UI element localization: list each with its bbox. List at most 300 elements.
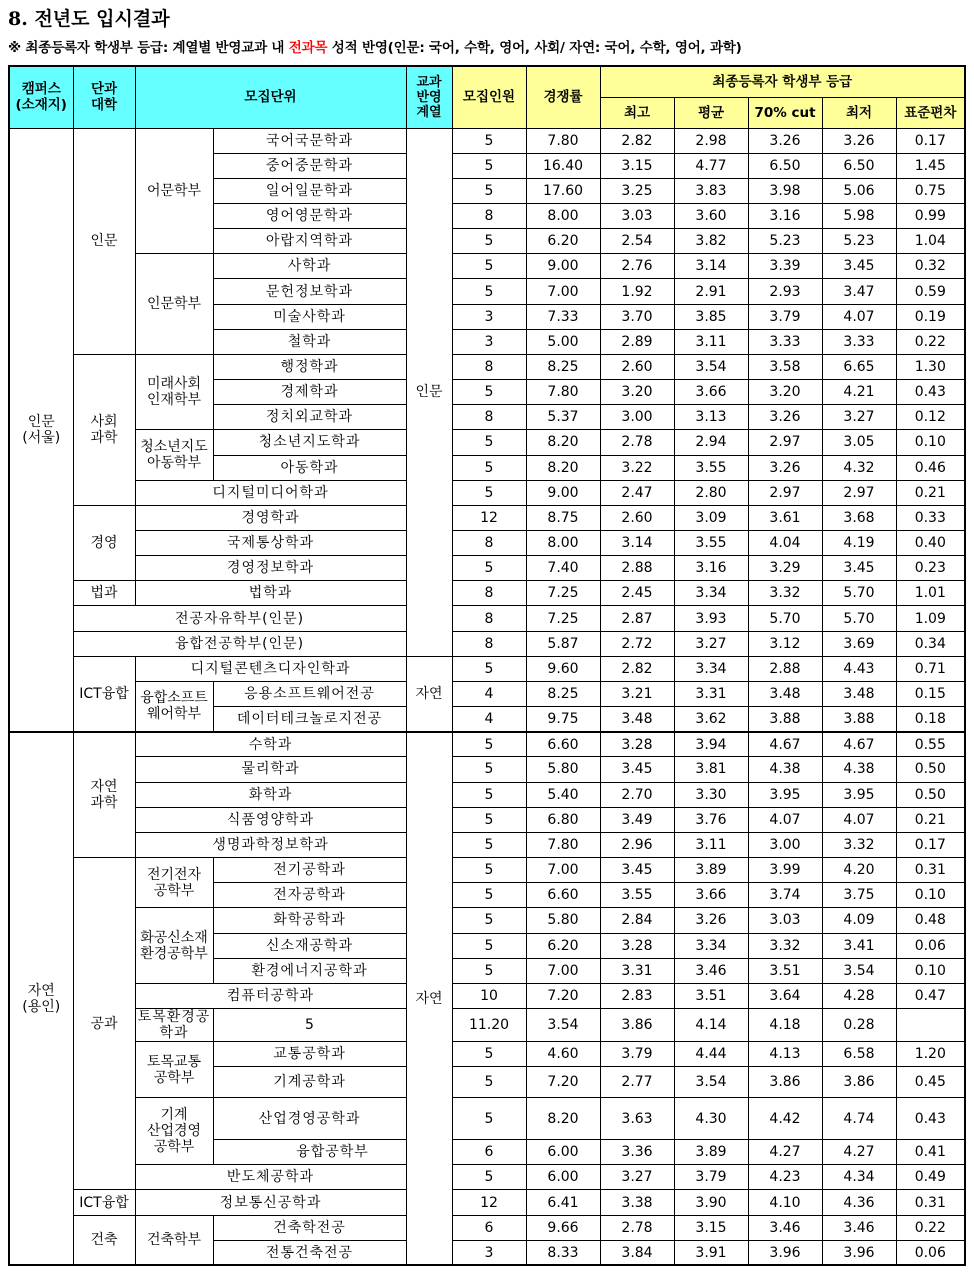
cell-best: 2.78 bbox=[600, 1215, 674, 1240]
cell-quota: 5 bbox=[452, 883, 526, 908]
cell-ratio: 6.00 bbox=[526, 1140, 600, 1165]
cell-cut70: 3.12 bbox=[748, 631, 822, 656]
cell-cut70: 3.86 bbox=[748, 1067, 822, 1098]
cell-worst: 4.07 bbox=[822, 304, 896, 329]
cell-quota: 5 bbox=[452, 455, 526, 480]
cell-best: 3.20 bbox=[600, 380, 674, 405]
cell-avg: 3.31 bbox=[674, 681, 748, 706]
cell-cut70: 4.42 bbox=[748, 1098, 822, 1140]
group-label-dv-future: 미래사회 인재학부 bbox=[135, 354, 213, 429]
unit-name: 전기공학과 bbox=[213, 858, 406, 883]
cell-quota: 5 bbox=[452, 807, 526, 832]
cell-worst: 6.65 bbox=[822, 354, 896, 379]
cell-avg: 3.15 bbox=[674, 1215, 748, 1240]
table-row bbox=[9, 807, 965, 832]
cell-worst: 3.48 bbox=[822, 681, 896, 706]
cell-best: 3.22 bbox=[600, 455, 674, 480]
cell-ratio: 11.20 bbox=[452, 1008, 526, 1041]
cell-best: 2.60 bbox=[600, 505, 674, 530]
group-label-dv-hum: 인문학부 bbox=[135, 254, 213, 355]
unit-name: 융합공학부 bbox=[213, 1140, 452, 1165]
cell-std: 0.06 bbox=[896, 1240, 965, 1265]
group-label-campus-seoul: 인문 (서울) bbox=[9, 128, 73, 732]
cell-quota: 8 bbox=[452, 531, 526, 556]
cell-best: 3.25 bbox=[600, 178, 674, 203]
cell-worst: 5.98 bbox=[822, 203, 896, 228]
cell-worst: 3.96 bbox=[822, 1240, 896, 1265]
cell-worst: 4.36 bbox=[822, 1190, 896, 1215]
cell-avg: 3.76 bbox=[674, 807, 748, 832]
unit-name: 식품영양학과 bbox=[135, 807, 406, 832]
unit-name: 문헌정보학과 bbox=[213, 279, 406, 304]
cell-ratio: 8.75 bbox=[526, 505, 600, 530]
cell-cut70: 5.70 bbox=[748, 606, 822, 631]
cell-best: 3.27 bbox=[600, 1165, 674, 1190]
table-row bbox=[9, 757, 965, 782]
cell-avg: 2.80 bbox=[674, 480, 748, 505]
cell-ratio: 8.33 bbox=[526, 1240, 600, 1265]
table-row bbox=[9, 832, 965, 857]
cell-worst: 3.95 bbox=[822, 782, 896, 807]
cell-avg: 2.91 bbox=[674, 279, 748, 304]
cell-cut70: 3.32 bbox=[748, 933, 822, 958]
cell-quota: 5 bbox=[452, 430, 526, 455]
table-row bbox=[9, 254, 965, 279]
unit-name: 토목환경공학과 bbox=[135, 1008, 213, 1041]
unit-name: 아동학과 bbox=[213, 455, 406, 480]
table-row bbox=[9, 1190, 965, 1215]
cell-best: 2.54 bbox=[600, 229, 674, 254]
cell-best: 3.15 bbox=[600, 153, 674, 178]
cell-cut70: 2.88 bbox=[748, 656, 822, 681]
cell-std: 0.50 bbox=[896, 757, 965, 782]
cell-ratio: 5.80 bbox=[526, 908, 600, 933]
unit-name: 정치외교학과 bbox=[213, 405, 406, 430]
cell-cut70: 4.04 bbox=[748, 531, 822, 556]
cell-ratio: 9.00 bbox=[526, 254, 600, 279]
cell-best: 1.92 bbox=[600, 279, 674, 304]
cell-quota: 5 bbox=[452, 782, 526, 807]
track-label: 자연 bbox=[406, 732, 452, 1266]
cell-avg: 4.77 bbox=[674, 153, 748, 178]
table-row bbox=[9, 1008, 965, 1041]
cell-cut70: 4.07 bbox=[748, 807, 822, 832]
cell-quota: 6 bbox=[452, 1215, 526, 1240]
header-campus: 캠퍼스 (소재지) bbox=[9, 66, 73, 128]
cell-cut70: 2.97 bbox=[748, 430, 822, 455]
cell-worst: 5.06 bbox=[822, 178, 896, 203]
group-label-col-eng: 공과 bbox=[73, 858, 135, 1190]
cell-quota: 8 bbox=[452, 606, 526, 631]
cell-cut70: 2.93 bbox=[748, 279, 822, 304]
cell-avg: 3.14 bbox=[674, 254, 748, 279]
cell-avg: 3.34 bbox=[674, 656, 748, 681]
cell-quota: 5 bbox=[452, 380, 526, 405]
cell-ratio: 8.20 bbox=[526, 455, 600, 480]
cell-avg: 3.91 bbox=[674, 1240, 748, 1265]
cell-avg: 3.89 bbox=[674, 858, 748, 883]
cell-quota: 5 bbox=[452, 1041, 526, 1066]
cell-quota: 5 bbox=[452, 908, 526, 933]
cell-ratio: 7.00 bbox=[526, 279, 600, 304]
cell-std: 0.22 bbox=[896, 1215, 965, 1240]
cell-std: 0.21 bbox=[896, 480, 965, 505]
unit-name: 경영학과 bbox=[135, 505, 406, 530]
cell-worst: 4.07 bbox=[822, 807, 896, 832]
cell-ratio: 17.60 bbox=[526, 178, 600, 203]
track-label: 인문 bbox=[406, 128, 452, 656]
cell-best: 2.82 bbox=[600, 656, 674, 681]
cell-std: 0.33 bbox=[896, 505, 965, 530]
cell-cut70: 3.98 bbox=[748, 178, 822, 203]
cell-cut70: 3.03 bbox=[748, 908, 822, 933]
group-label-dv-lang: 어문학부 bbox=[135, 128, 213, 254]
cell-worst: 2.97 bbox=[822, 480, 896, 505]
cell-quota: 5 bbox=[452, 958, 526, 983]
cell-worst: 6.58 bbox=[822, 1041, 896, 1066]
cell-avg: 3.54 bbox=[674, 1067, 748, 1098]
table-row bbox=[9, 556, 965, 581]
cell-cut70: 4.38 bbox=[748, 757, 822, 782]
group-label-dv-chem: 화공신소재 환경공학부 bbox=[135, 908, 213, 983]
cell-ratio: 7.25 bbox=[526, 581, 600, 606]
header-best: 최고 bbox=[600, 97, 674, 128]
cell-avg: 4.44 bbox=[674, 1041, 748, 1066]
cell-cut70: 3.20 bbox=[748, 380, 822, 405]
cell-quota: 8 bbox=[452, 203, 526, 228]
cell-cut70: 3.00 bbox=[748, 832, 822, 857]
cell-std: 0.17 bbox=[896, 128, 965, 153]
unit-name: 경제학과 bbox=[213, 380, 406, 405]
header-worst: 최저 bbox=[822, 97, 896, 128]
cell-quota: 12 bbox=[452, 505, 526, 530]
cell-cut70: 5.23 bbox=[748, 229, 822, 254]
cell-worst: 3.33 bbox=[822, 329, 896, 354]
header-avg: 평균 bbox=[674, 97, 748, 128]
cell-worst: 3.47 bbox=[822, 279, 896, 304]
group-label-dv-sw: 융합소프트 웨어학부 bbox=[135, 681, 213, 731]
cell-ratio: 8.25 bbox=[526, 354, 600, 379]
cell-quota: 5 bbox=[452, 858, 526, 883]
cell-ratio: 7.25 bbox=[526, 606, 600, 631]
cell-std: 0.19 bbox=[896, 304, 965, 329]
table-row bbox=[9, 430, 965, 455]
cell-worst: 4.09 bbox=[822, 908, 896, 933]
cell-ratio: 9.66 bbox=[526, 1215, 600, 1240]
header-ratio: 경쟁률 bbox=[526, 66, 600, 128]
cell-worst: 4.67 bbox=[822, 732, 896, 757]
group-label-dv-ee: 전기전자 공학부 bbox=[135, 858, 213, 908]
unit-name: 신소재공학과 bbox=[213, 933, 406, 958]
cell-ratio: 16.40 bbox=[526, 153, 600, 178]
group-label-col-arch: 건축 bbox=[73, 1215, 135, 1265]
cell-avg: 2.94 bbox=[674, 430, 748, 455]
cell-worst: 3.26 bbox=[822, 128, 896, 153]
cell-best: 3.48 bbox=[600, 707, 674, 732]
cell-std: 0.48 bbox=[896, 908, 965, 933]
cell-avg: 3.82 bbox=[674, 229, 748, 254]
cell-ratio: 9.00 bbox=[526, 480, 600, 505]
cell-cut70: 2.97 bbox=[748, 480, 822, 505]
unit-name: 국어국문학과 bbox=[213, 128, 406, 153]
unit-name: 디지털미디어학과 bbox=[135, 480, 406, 505]
cell-std: 1.30 bbox=[896, 354, 965, 379]
cell-quota: 8 bbox=[452, 631, 526, 656]
cell-ratio: 7.20 bbox=[526, 983, 600, 1008]
cell-std: 0.31 bbox=[896, 1190, 965, 1215]
unit-name: 전공자유학부(인문) bbox=[73, 606, 406, 631]
unit-name: 정보통신공학과 bbox=[135, 1190, 406, 1215]
cell-cut70: 6.50 bbox=[748, 153, 822, 178]
cell-quota: 3 bbox=[452, 304, 526, 329]
cell-avg: 3.66 bbox=[674, 883, 748, 908]
table-row bbox=[9, 782, 965, 807]
cell-cut70: 4.23 bbox=[748, 1165, 822, 1190]
cell-ratio: 4.60 bbox=[526, 1041, 600, 1066]
unit-name: 융합전공학부(인문) bbox=[73, 631, 406, 656]
unit-name: 국제통상학과 bbox=[135, 531, 406, 556]
cell-ratio: 8.25 bbox=[526, 681, 600, 706]
cell-ratio: 7.40 bbox=[526, 556, 600, 581]
cell-worst: 3.05 bbox=[822, 430, 896, 455]
cell-avg: 4.30 bbox=[674, 1098, 748, 1140]
cell-quota: 8 bbox=[452, 354, 526, 379]
cell-worst: 5.70 bbox=[822, 606, 896, 631]
cell-std: 0.17 bbox=[896, 832, 965, 857]
cell-std: 0.45 bbox=[896, 1067, 965, 1098]
cell-avg: 3.54 bbox=[674, 354, 748, 379]
cell-avg: 3.86 bbox=[600, 1008, 674, 1041]
cell-ratio: 5.40 bbox=[526, 782, 600, 807]
unit-name: 아랍지역학과 bbox=[213, 229, 406, 254]
unit-name: 사학과 bbox=[213, 254, 406, 279]
cell-ratio: 8.00 bbox=[526, 531, 600, 556]
cell-quota: 5 bbox=[452, 933, 526, 958]
cell-quota: 5 bbox=[452, 229, 526, 254]
cell-best: 2.47 bbox=[600, 480, 674, 505]
cell-cut70: 4.27 bbox=[748, 1140, 822, 1165]
cell-best: 3.36 bbox=[600, 1140, 674, 1165]
header-cut70: 70% cut bbox=[748, 97, 822, 128]
unit-name: 일어일문학과 bbox=[213, 178, 406, 203]
header-track: 교과 반영 계열 bbox=[406, 66, 452, 128]
cell-ratio: 6.00 bbox=[526, 1165, 600, 1190]
cell-best: 3.21 bbox=[600, 681, 674, 706]
table-row bbox=[9, 631, 965, 656]
cell-quota: 12 bbox=[452, 1190, 526, 1215]
unit-name: 철학과 bbox=[213, 329, 406, 354]
cell-cut70: 3.32 bbox=[748, 581, 822, 606]
cell-std: 1.09 bbox=[896, 606, 965, 631]
cell-std: 1.45 bbox=[896, 153, 965, 178]
cell-cut70: 3.64 bbox=[748, 983, 822, 1008]
cell-cut70: 3.79 bbox=[748, 304, 822, 329]
cell-worst: 3.68 bbox=[822, 505, 896, 530]
unit-name: 수학과 bbox=[135, 732, 406, 757]
cell-best: 2.72 bbox=[600, 631, 674, 656]
cell-best: 3.54 bbox=[526, 1008, 600, 1041]
cell-std: 0.55 bbox=[896, 732, 965, 757]
cell-best: 3.38 bbox=[600, 1190, 674, 1215]
cell-quota: 6 bbox=[452, 1140, 526, 1165]
unit-name: 미술사학과 bbox=[213, 304, 406, 329]
cell-cut70: 3.39 bbox=[748, 254, 822, 279]
unit-name: 반도체공학과 bbox=[135, 1165, 406, 1190]
group-label-col-business: 경영 bbox=[73, 505, 135, 580]
cell-quota: 5 bbox=[213, 1008, 406, 1041]
cell-worst: 4.20 bbox=[822, 858, 896, 883]
cell-avg: 3.93 bbox=[674, 606, 748, 631]
group-label-col-ict2: ICT융합 bbox=[73, 1190, 135, 1215]
cell-best: 3.31 bbox=[600, 958, 674, 983]
cell-avg: 3.11 bbox=[674, 832, 748, 857]
cell-ratio: 6.60 bbox=[526, 732, 600, 757]
cell-cut70: 4.13 bbox=[748, 1041, 822, 1066]
cell-quota: 5 bbox=[452, 128, 526, 153]
cell-std: 1.20 bbox=[896, 1041, 965, 1066]
cell-cut70: 3.96 bbox=[748, 1240, 822, 1265]
cell-avg: 3.16 bbox=[674, 556, 748, 581]
page-title: 8. 전년도 입시결과 bbox=[8, 8, 170, 30]
cell-avg: 3.55 bbox=[674, 531, 748, 556]
cell-avg: 3.62 bbox=[674, 707, 748, 732]
cell-quota: 5 bbox=[452, 757, 526, 782]
cell-cut70: 3.58 bbox=[748, 354, 822, 379]
cell-worst: 3.69 bbox=[822, 631, 896, 656]
cell-cut70: 3.26 bbox=[748, 455, 822, 480]
cell-ratio: 6.80 bbox=[526, 807, 600, 832]
cell-avg: 3.30 bbox=[674, 782, 748, 807]
cell-quota: 5 bbox=[452, 832, 526, 857]
track-label: 자연 bbox=[406, 656, 452, 731]
cell-best: 3.84 bbox=[600, 1240, 674, 1265]
cell-ratio: 6.41 bbox=[526, 1190, 600, 1215]
cell-worst: 4.28 bbox=[822, 983, 896, 1008]
cell-ratio: 9.75 bbox=[526, 707, 600, 732]
cell-std: 0.10 bbox=[896, 883, 965, 908]
cell-worst: 4.38 bbox=[822, 757, 896, 782]
cell-std: 0.06 bbox=[896, 933, 965, 958]
cell-quota: 10 bbox=[452, 983, 526, 1008]
cell-best: 3.49 bbox=[600, 807, 674, 832]
cell-cut70: 3.26 bbox=[748, 128, 822, 153]
cell-quota: 3 bbox=[452, 329, 526, 354]
cell-ratio: 5.80 bbox=[526, 757, 600, 782]
cell-avg: 3.79 bbox=[674, 1165, 748, 1190]
cell-worst: 4.19 bbox=[822, 531, 896, 556]
table-row bbox=[9, 656, 965, 681]
cell-std: 0.18 bbox=[896, 707, 965, 732]
cell-cut70: 3.29 bbox=[748, 556, 822, 581]
note-suffix: 성적 반영(인문: 국어, 수학, 영어, 사회/ 자연: 국어, 수학, 영어, 과학) bbox=[327, 40, 742, 56]
unit-name: 전자공학과 bbox=[213, 883, 406, 908]
table-row bbox=[9, 908, 965, 933]
cell-std: 0.34 bbox=[896, 631, 965, 656]
cell-avg: 3.26 bbox=[674, 908, 748, 933]
cell-best: 3.70 bbox=[600, 304, 674, 329]
cell-std: 0.46 bbox=[896, 455, 965, 480]
cell-ratio: 7.00 bbox=[526, 858, 600, 883]
unit-name: 경영정보학과 bbox=[135, 556, 406, 581]
group-label-dv-youth: 청소년지도 아동학부 bbox=[135, 430, 213, 480]
cell-worst: 3.86 bbox=[822, 1067, 896, 1098]
cell-ratio: 8.00 bbox=[526, 203, 600, 228]
cell-quota: 5 bbox=[452, 153, 526, 178]
cell-ratio: 8.20 bbox=[526, 1098, 600, 1140]
cell-best: 2.84 bbox=[600, 908, 674, 933]
table-row bbox=[9, 581, 965, 606]
header-quota: 모집인원 bbox=[452, 66, 526, 128]
cell-std: 0.99 bbox=[896, 203, 965, 228]
cell-cut70: 3.46 bbox=[748, 1215, 822, 1240]
cell-quota: 8 bbox=[452, 581, 526, 606]
cell-std: 0.59 bbox=[896, 279, 965, 304]
cell-std: 0.40 bbox=[896, 531, 965, 556]
cell-cut70: 3.33 bbox=[748, 329, 822, 354]
cell-avg: 3.46 bbox=[674, 958, 748, 983]
cell-best: 2.89 bbox=[600, 329, 674, 354]
unit-name: 영어영문학과 bbox=[213, 203, 406, 228]
group-label-col-law: 법과 bbox=[73, 581, 135, 606]
unit-name: 법학과 bbox=[135, 581, 406, 606]
cell-std: 0.47 bbox=[896, 983, 965, 1008]
cell-std: 0.71 bbox=[896, 656, 965, 681]
unit-name: 전통건축전공 bbox=[213, 1240, 406, 1265]
cell-quota: 5 bbox=[452, 656, 526, 681]
cell-best: 3.63 bbox=[600, 1098, 674, 1140]
table-row bbox=[9, 1041, 965, 1066]
cell-avg: 3.13 bbox=[674, 405, 748, 430]
table-row bbox=[9, 531, 965, 556]
group-label-dv-civil: 토목교통 공학부 bbox=[135, 1041, 213, 1097]
cell-worst: 4.43 bbox=[822, 656, 896, 681]
cell-worst: 3.27 bbox=[822, 405, 896, 430]
cell-quota: 4 bbox=[452, 707, 526, 732]
cell-std: 0.32 bbox=[896, 254, 965, 279]
unit-name: 청소년지도학과 bbox=[213, 430, 406, 455]
cell-std: 0.43 bbox=[896, 1098, 965, 1140]
cell-std: 0.12 bbox=[896, 405, 965, 430]
cell-std: 0.22 bbox=[896, 329, 965, 354]
cell-std: 0.15 bbox=[896, 681, 965, 706]
cell-best: 2.87 bbox=[600, 606, 674, 631]
cell-ratio: 6.20 bbox=[526, 933, 600, 958]
cell-worst: 4.34 bbox=[822, 1165, 896, 1190]
cell-quota: 4 bbox=[452, 681, 526, 706]
cell-cut70: 3.61 bbox=[748, 505, 822, 530]
cell-worst: 5.70 bbox=[822, 581, 896, 606]
cell-best: 3.45 bbox=[600, 858, 674, 883]
note-text bbox=[8, 36, 742, 56]
unit-name: 건축학전공 bbox=[213, 1215, 406, 1240]
cell-quota: 5 bbox=[452, 279, 526, 304]
table-body bbox=[9, 128, 965, 1265]
cell-avg: 3.81 bbox=[674, 757, 748, 782]
cell-worst: 4.74 bbox=[822, 1098, 896, 1140]
note-highlight: 전과목 bbox=[288, 40, 328, 56]
cell-worst: 4.32 bbox=[822, 455, 896, 480]
cell-avg: 3.34 bbox=[674, 581, 748, 606]
cell-cut70: 4.14 bbox=[674, 1008, 748, 1041]
cell-cut70: 3.51 bbox=[748, 958, 822, 983]
unit-name: 중어중문학과 bbox=[213, 153, 406, 178]
table-row bbox=[9, 858, 965, 883]
cell-std: 0.23 bbox=[896, 556, 965, 581]
cell-best: 3.14 bbox=[600, 531, 674, 556]
cell-std: 0.75 bbox=[896, 178, 965, 203]
unit-name: 데이터테크놀로지전공 bbox=[213, 707, 406, 732]
header-std: 표준편차 bbox=[896, 97, 965, 128]
